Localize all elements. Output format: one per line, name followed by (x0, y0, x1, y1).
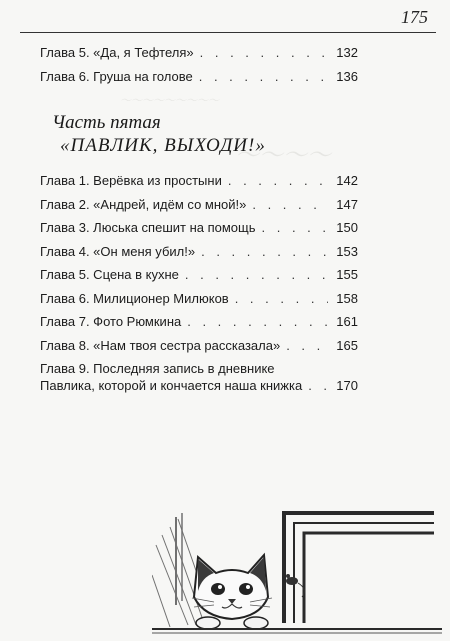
dot-leader (262, 220, 328, 235)
dot-leader (235, 291, 328, 306)
toc-entry-page: 155 (336, 267, 358, 282)
toc-entry-page: 150 (336, 220, 358, 235)
bleed-through-decoration: 〜〜〜〜〜〜〜〜〜 (120, 95, 219, 107)
cat-peeking-icon (152, 505, 442, 635)
dot-leader (308, 378, 328, 393)
toc-top (40, 45, 358, 92)
toc-entry-title: Глава 5. «Да, я Тефтеля» (40, 45, 194, 60)
dot-leader (199, 69, 328, 84)
dot-leader (252, 197, 328, 212)
toc-entry[interactable] (40, 197, 358, 221)
toc-entry-title: Глава 4. «Он меня убил!» (40, 243, 196, 259)
header-rule (20, 32, 436, 33)
toc-entry-line2 (40, 378, 358, 393)
toc-entry[interactable] (40, 173, 358, 197)
toc-entry-title: Глава 5. Сцена в кухне (40, 267, 179, 282)
toc-entry-page: 161 (336, 314, 358, 329)
bleed-through-decoration-2: 〜〜〜〜 (235, 143, 331, 169)
dot-leader (228, 173, 328, 188)
toc-entry-page: 170 (336, 378, 358, 393)
part-label: Часть пятая (52, 112, 161, 133)
toc-entry-page: 136 (336, 68, 358, 84)
toc-entry[interactable] (40, 244, 358, 268)
dot-leader (201, 244, 328, 259)
toc-entry-title: Глава 3. Люська спешит на помощь (40, 220, 256, 235)
toc-entry-page: 142 (336, 173, 358, 188)
dot-leader (286, 338, 328, 353)
toc-entry-page: 158 (336, 290, 358, 306)
toc-entry-title: Глава 2. «Андрей, идём со мной!» (40, 196, 247, 212)
toc-entry-title: Глава 1. Верёвка из простыни (40, 173, 222, 188)
toc-entry[interactable] (40, 220, 358, 244)
toc-entry-title: Глава 8. «Нам твоя сестра рассказала» (40, 337, 281, 353)
dot-leader (200, 45, 328, 60)
toc-entry-title-line1: Глава 9. Последняя запись в дневнике (40, 361, 275, 376)
toc-entry-title: Глава 6. Груша на голове (40, 68, 193, 84)
mouse-figure (286, 574, 304, 597)
toc-entry-page: 132 (336, 45, 358, 60)
part-name: «ПАВЛИК, ВЫХОДИ!» (60, 135, 266, 156)
dot-leader (185, 267, 328, 282)
toc-entry[interactable] (40, 69, 358, 93)
toc-entry-page: 153 (336, 243, 358, 259)
toc-entry-page: 165 (336, 337, 358, 353)
part-heading (52, 111, 266, 157)
page-number: 175 (401, 7, 428, 27)
toc-entry-title-line2: Павлика, которой и кончается наша книжка (40, 378, 303, 393)
toc-entry-title: Глава 6. Милиционер Милюков (40, 290, 229, 306)
toc-part-five (40, 173, 358, 393)
cat-head (192, 555, 272, 619)
window-frame (284, 513, 434, 623)
dot-leader (187, 314, 328, 329)
toc-entry-page: 147 (336, 196, 358, 212)
toc-entry-title: Глава 7. Фото Рюмкина (40, 314, 182, 329)
toc-entry[interactable] (40, 338, 358, 362)
toc-entry[interactable] (40, 314, 358, 338)
toc-entry[interactable] (40, 291, 358, 315)
toc-entry[interactable] (40, 267, 358, 291)
toc-entry[interactable] (40, 45, 358, 69)
toc-entry-multiline[interactable] (40, 361, 358, 393)
